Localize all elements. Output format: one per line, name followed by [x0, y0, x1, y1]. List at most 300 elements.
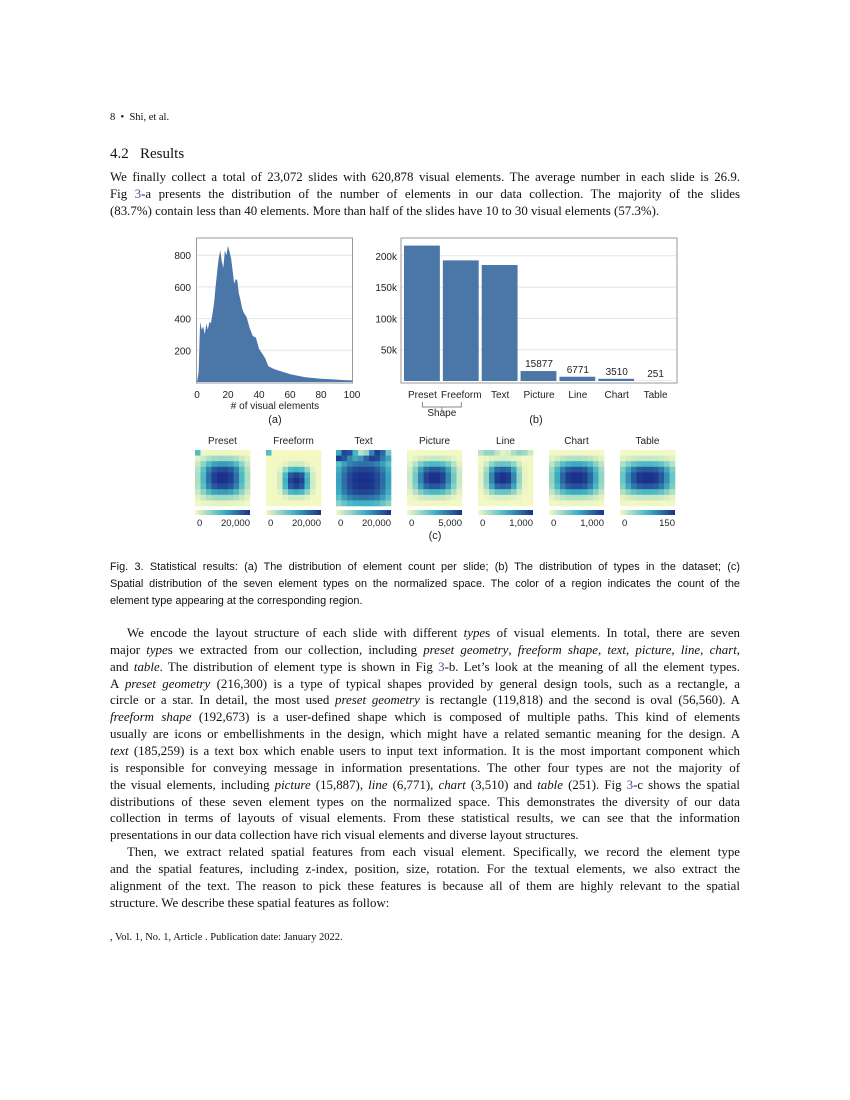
heatmap-cell — [336, 467, 342, 473]
heatmap-cell — [582, 478, 588, 484]
text-line: element type appearing at the corresponding region. — [110, 595, 363, 607]
colorbar-max-label: 1,000 — [509, 518, 533, 529]
heatmap-cell — [511, 450, 517, 456]
heatmap-cell — [528, 500, 534, 506]
heatmap-cell — [316, 478, 322, 484]
heatmap-cell — [353, 467, 359, 473]
heatmap-cell — [228, 461, 234, 467]
heatmap-cell — [566, 489, 572, 495]
heatmap-cell — [239, 489, 245, 495]
heatmap-cell — [386, 472, 392, 478]
colorbar-max-label: 150 — [659, 518, 675, 529]
heatmap-cell — [549, 478, 555, 484]
heatmap-cell — [364, 456, 370, 462]
heatmap-title: Chart — [564, 436, 589, 447]
heatmap-cell — [659, 456, 665, 462]
heatmap-title: Picture — [418, 436, 451, 447]
section-heading — [110, 146, 184, 163]
heatmap-cell — [201, 484, 207, 490]
heatmap-cell — [484, 472, 490, 478]
heatmap-cell — [489, 456, 495, 462]
heatmap-cell — [413, 484, 419, 490]
section-title: Results — [140, 146, 185, 162]
x-axis-label: # of visual elements — [230, 401, 320, 412]
heatmap-cell — [478, 472, 484, 478]
heatmap-cell — [299, 489, 305, 495]
header-authors: Shi, et al. — [129, 112, 170, 123]
text-line: and table. The distribution of element type is shown in Fig 3-b. Let’s look at the meaning of all the element types. — [110, 659, 740, 674]
header-bullet: • — [120, 112, 125, 123]
data-label: 3510 — [605, 366, 628, 378]
heatmap-cell — [310, 484, 316, 490]
heatmap-cell — [637, 500, 643, 506]
heatmap-cell — [195, 461, 201, 467]
heatmap-cell — [266, 495, 272, 501]
heatmap-cell — [294, 478, 300, 484]
figure-reference-link[interactable]: 3 — [134, 187, 142, 201]
heatmap-cell — [670, 489, 676, 495]
heatmap-cell — [310, 467, 316, 473]
heatmap-cell — [353, 484, 359, 490]
heatmap-cell — [272, 484, 278, 490]
heatmap-cell — [588, 500, 594, 506]
heatmap-cell — [364, 467, 370, 473]
heatmap-cell — [517, 478, 523, 484]
heatmap-cell — [582, 450, 588, 456]
heatmap-cell — [413, 467, 419, 473]
heatmap-cell — [549, 472, 555, 478]
heatmap-cell — [234, 467, 240, 473]
heatmap-cell — [266, 450, 272, 456]
heatmap-cell — [435, 467, 441, 473]
heatmap-cell — [478, 461, 484, 467]
heatmap-cell — [212, 467, 218, 473]
heatmap-cell — [478, 450, 484, 456]
heatmap-cell — [457, 456, 463, 462]
heatmap-cell — [620, 461, 626, 467]
heatmap-cell — [517, 461, 523, 467]
heatmap-cell — [223, 495, 229, 501]
colorbar-min-label: 0 — [551, 518, 557, 529]
heatmap-cell — [424, 478, 430, 484]
heatmap-cell — [446, 461, 452, 467]
heatmap-cell — [517, 456, 523, 462]
heatmap-cell — [369, 495, 375, 501]
heatmap-cell — [500, 489, 506, 495]
bar-preset — [404, 246, 440, 381]
heatmap-cell — [283, 456, 289, 462]
heatmap-cell — [272, 489, 278, 495]
heatmap-cell — [245, 500, 251, 506]
heatmap-cell — [299, 478, 305, 484]
heatmap-cell — [201, 467, 207, 473]
heatmap-cell — [299, 495, 305, 501]
heatmap-cell — [435, 500, 441, 506]
heatmap-cell — [555, 478, 561, 484]
heatmap-cell — [451, 461, 457, 467]
heatmap-cell — [429, 500, 435, 506]
text-line: Spatial distribution of the seven element types on the normalized space. The color of a region indicates the count of the — [110, 578, 740, 590]
heatmap-cell — [500, 461, 506, 467]
heatmap-cell — [495, 467, 501, 473]
colorbar — [336, 510, 391, 515]
heatmap-cell — [413, 495, 419, 501]
heatmap-cell — [631, 484, 637, 490]
heatmap-cell — [511, 456, 517, 462]
heatmap-cell — [670, 456, 676, 462]
heatmap-cell — [277, 478, 283, 484]
heatmap-cell — [653, 467, 659, 473]
heatmap-cell — [386, 456, 392, 462]
heatmap-title: Text — [354, 436, 373, 447]
heatmap-cell — [511, 467, 517, 473]
heatmap-cell — [245, 461, 251, 467]
heatmap-cell — [288, 472, 294, 478]
heatmap-cell — [549, 461, 555, 467]
heatmap-cell — [435, 478, 441, 484]
heatmap-cell — [375, 456, 381, 462]
heatmap-cell — [277, 495, 283, 501]
heatmap-cell — [506, 489, 512, 495]
heatmap-cell — [342, 495, 348, 501]
heatmap-cell — [560, 450, 566, 456]
heatmap-cell — [626, 489, 632, 495]
bar-text — [482, 265, 518, 381]
heatmap-cell — [522, 467, 528, 473]
heatmap-cell — [353, 461, 359, 467]
heatmap-cell — [571, 467, 577, 473]
heatmap-title: Line — [496, 436, 515, 447]
colorbar-min-label: 0 — [197, 518, 203, 529]
heatmap-cell — [484, 489, 490, 495]
heatmap-cell — [642, 484, 648, 490]
heatmap-cell — [299, 450, 305, 456]
figure-3 — [170, 230, 690, 550]
heatmap-cell — [478, 495, 484, 501]
heatmap-cell — [347, 478, 353, 484]
heatmap-cell — [489, 489, 495, 495]
heatmap-cell — [571, 500, 577, 506]
heatmap-cell — [664, 489, 670, 495]
heatmap-cell — [234, 472, 240, 478]
heatmap-cell — [347, 500, 353, 506]
heatmap-cell — [299, 500, 305, 506]
colorbar-min-label: 0 — [268, 518, 274, 529]
heatmap-cell — [577, 495, 583, 501]
heatmap-cell — [364, 489, 370, 495]
heatmap-cell — [648, 456, 654, 462]
heatmap-cell — [566, 456, 572, 462]
heatmap-cell — [206, 450, 212, 456]
heatmap-cell — [316, 472, 322, 478]
heatmap-cell — [418, 456, 424, 462]
heatmap-cell — [588, 472, 594, 478]
heatmap-cell — [659, 461, 665, 467]
heatmap-cell — [336, 478, 342, 484]
heatmap-cell — [239, 450, 245, 456]
colorbar-max-label: 20,000 — [291, 518, 321, 529]
heatmap-cell — [342, 472, 348, 478]
text-line: (83.7%) contain less than 40 elements. More than half of the slides have 10 to 30 visual elements (57.3%). — [110, 204, 660, 218]
heatmap-cell — [418, 467, 424, 473]
heatmap-cell — [266, 456, 272, 462]
heatmap-cell — [234, 461, 240, 467]
heatmap-cell — [446, 456, 452, 462]
heatmap-cell — [429, 489, 435, 495]
heatmap-cell — [234, 495, 240, 501]
text-line: structure. We describe these spatial features as follow: — [110, 895, 390, 910]
heatmap-cell — [212, 461, 218, 467]
heatmap-cell — [528, 484, 534, 490]
heatmap-cell — [277, 500, 283, 506]
heatmap-cell — [305, 450, 311, 456]
heatmap-cell — [670, 472, 676, 478]
heatmap-cell — [424, 461, 430, 467]
heatmap-cell — [386, 489, 392, 495]
heatmap-cell — [288, 450, 294, 456]
heatmap-cell — [478, 467, 484, 473]
figure-reference-link[interactable]: 3 — [438, 659, 445, 674]
heatmap-cell — [571, 450, 577, 456]
heatmap-cell — [457, 450, 463, 456]
heatmap-cell — [347, 461, 353, 467]
bar-picture — [521, 371, 557, 381]
heatmap-cell — [631, 489, 637, 495]
text-line: presentations in our data collection have rich visual elements and diverse layout structures. — [110, 828, 579, 843]
heatmap-cell — [316, 450, 322, 456]
heatmap-cell — [577, 484, 583, 490]
heatmap-cell — [217, 478, 223, 484]
histogram-area — [197, 246, 352, 382]
heatmap-cell — [212, 478, 218, 484]
heatmap-cell — [212, 456, 218, 462]
bar-chart — [598, 379, 634, 381]
heatmap-cell — [223, 456, 229, 462]
heatmap-cell — [201, 478, 207, 484]
heatmap-cell — [571, 495, 577, 501]
heatmap-cell — [555, 472, 561, 478]
heatmap-cell — [446, 478, 452, 484]
heatmap-cell — [342, 467, 348, 473]
heatmap-cell — [478, 478, 484, 484]
heatmap-cell — [659, 495, 665, 501]
heatmap-cell — [528, 489, 534, 495]
heatmap-cell — [506, 456, 512, 462]
heatmap-cell — [560, 500, 566, 506]
heatmap-cell — [506, 484, 512, 490]
heatmap-cell — [266, 461, 272, 467]
heatmap-cell — [294, 500, 300, 506]
heatmap-cell — [277, 467, 283, 473]
heatmap-cell — [386, 500, 392, 506]
heatmap-cell — [266, 472, 272, 478]
data-label: 251 — [647, 368, 664, 380]
heatmap-cell — [201, 500, 207, 506]
heatmap-cell — [440, 495, 446, 501]
heatmap-cell — [571, 484, 577, 490]
heatmap-cell — [664, 484, 670, 490]
heatmap-cell — [457, 495, 463, 501]
heatmap-cell — [626, 456, 632, 462]
heatmap-cell — [637, 478, 643, 484]
heatmap-cell — [201, 472, 207, 478]
heatmap-cell — [347, 489, 353, 495]
heatmap-cell — [418, 495, 424, 501]
heatmap-cell — [670, 495, 676, 501]
heatmap-cell — [358, 450, 364, 456]
heatmap-cell — [642, 478, 648, 484]
heatmap-cell — [588, 478, 594, 484]
heatmap-cell — [495, 500, 501, 506]
heatmap-cell — [489, 467, 495, 473]
heatmap-cell — [500, 450, 506, 456]
heatmap-cell — [223, 489, 229, 495]
heatmap-cell — [234, 456, 240, 462]
heatmap-cell — [239, 461, 245, 467]
heatmap-cell — [245, 495, 251, 501]
heatmap-cell — [336, 450, 342, 456]
heatmap-cell — [549, 489, 555, 495]
heatmap-cell — [642, 456, 648, 462]
heatmap-cell — [599, 484, 605, 490]
heatmap-cell — [528, 495, 534, 501]
heatmap-cell — [223, 472, 229, 478]
heatmap-cell — [206, 484, 212, 490]
heatmap-cell — [489, 472, 495, 478]
heatmap-cell — [223, 467, 229, 473]
text-line: distributions of these seven element types on the normalized space. This demonstrates the diversity of our data — [110, 794, 740, 809]
heatmap-cell — [457, 478, 463, 484]
heatmap-cell — [358, 495, 364, 501]
heatmap-cell — [528, 456, 534, 462]
heatmap-cell — [500, 472, 506, 478]
heatmap-cell — [549, 484, 555, 490]
heatmap-cell — [407, 489, 413, 495]
heatmap-title: Table — [635, 436, 660, 447]
heatmap-cell — [626, 472, 632, 478]
heatmap-cell — [435, 472, 441, 478]
figure-reference-link[interactable]: 3 — [626, 777, 634, 792]
heatmap-cell — [528, 478, 534, 484]
heatmap-cell — [577, 467, 583, 473]
heatmap-cell — [217, 456, 223, 462]
heatmap-cell — [435, 450, 441, 456]
heatmap-cell — [277, 484, 283, 490]
heatmap-cell — [637, 450, 643, 456]
heatmap-cell — [555, 495, 561, 501]
heatmap-cell — [642, 495, 648, 501]
heatmap-cell — [511, 472, 517, 478]
heatmap-cell — [653, 472, 659, 478]
heatmap-cell — [288, 467, 294, 473]
heatmap-cell — [364, 478, 370, 484]
heatmap-cell — [245, 489, 251, 495]
heatmap-cell — [380, 484, 386, 490]
heatmap-cell — [484, 478, 490, 484]
heatmap-cell — [593, 461, 599, 467]
heatmap-cell — [201, 495, 207, 501]
heatmap-cell — [500, 500, 506, 506]
heatmap-cell — [299, 484, 305, 490]
heatmap-cell — [418, 500, 424, 506]
heatmap-cell — [283, 478, 289, 484]
heatmap-cell — [288, 500, 294, 506]
x-tick-label: Table — [643, 390, 668, 401]
heatmap-cell — [418, 478, 424, 484]
heatmap-cell — [457, 461, 463, 467]
text-line: Fig 3-a presents the distribution of the number of elements in our data collection. The majority of the slides — [110, 187, 740, 201]
heatmap-cell — [664, 472, 670, 478]
colorbar — [549, 510, 604, 515]
heatmap-cell — [234, 484, 240, 490]
heatmap-cell — [659, 489, 665, 495]
text-line: usually are icons or embellishments in the design, which might have a related semantic meaning for the design. A — [110, 727, 740, 742]
heatmap-cell — [506, 495, 512, 501]
heatmap-cell — [626, 450, 632, 456]
heatmap-cell — [457, 472, 463, 478]
heatmap-cell — [413, 489, 419, 495]
heatmap-cell — [440, 489, 446, 495]
heatmap-cell — [283, 467, 289, 473]
heatmap-cell — [336, 489, 342, 495]
heatmap-cell — [245, 456, 251, 462]
heatmap-cell — [495, 478, 501, 484]
heatmap-cell — [364, 500, 370, 506]
x-tick-label: 60 — [284, 390, 296, 401]
heatmap-cell — [316, 495, 322, 501]
heatmap-cell — [517, 450, 523, 456]
heatmap-cell — [364, 495, 370, 501]
heatmap-cell — [272, 472, 278, 478]
heatmap-cell — [358, 478, 364, 484]
heatmap-cell — [588, 456, 594, 462]
heatmap-cell — [500, 478, 506, 484]
heatmap-cell — [446, 450, 452, 456]
heatmap-cell — [489, 461, 495, 467]
heatmap-cell — [571, 472, 577, 478]
text-line: the visual elements, including picture (15,887), line (6,771), chart (3,510) and table (251). Fig 3-c shows the spatial — [110, 777, 740, 792]
heatmap-cell — [245, 484, 251, 490]
heatmap-cell — [206, 472, 212, 478]
heatmap-cell — [294, 461, 300, 467]
heatmap-cell — [407, 450, 413, 456]
y-tick-label: 600 — [174, 282, 191, 294]
colorbar — [620, 510, 675, 515]
heatmap-cell — [375, 484, 381, 490]
heatmap-cell — [201, 461, 207, 467]
heatmap-cell — [245, 467, 251, 473]
heatmap-cell — [429, 472, 435, 478]
heatmap-cell — [413, 461, 419, 467]
heatmap-cell — [495, 456, 501, 462]
heatmap-cell — [228, 467, 234, 473]
heatmap-cell — [631, 467, 637, 473]
heatmap-cell — [528, 461, 534, 467]
heatmap-cell — [380, 489, 386, 495]
heatmap-cell — [642, 472, 648, 478]
heatmap-cell — [294, 467, 300, 473]
heatmap-cell — [353, 478, 359, 484]
heatmap-cell — [369, 467, 375, 473]
heatmap-cell — [648, 495, 654, 501]
heatmap-cell — [555, 484, 561, 490]
heatmap-cell — [446, 500, 452, 506]
heatmap-cell — [310, 450, 316, 456]
heatmap-cell — [528, 467, 534, 473]
heatmap-cell — [316, 467, 322, 473]
heatmap-cell — [599, 500, 605, 506]
text-line: and the spatial features, including z-index, position, size, rotation. For the textual elements, we also extract the — [110, 861, 740, 876]
